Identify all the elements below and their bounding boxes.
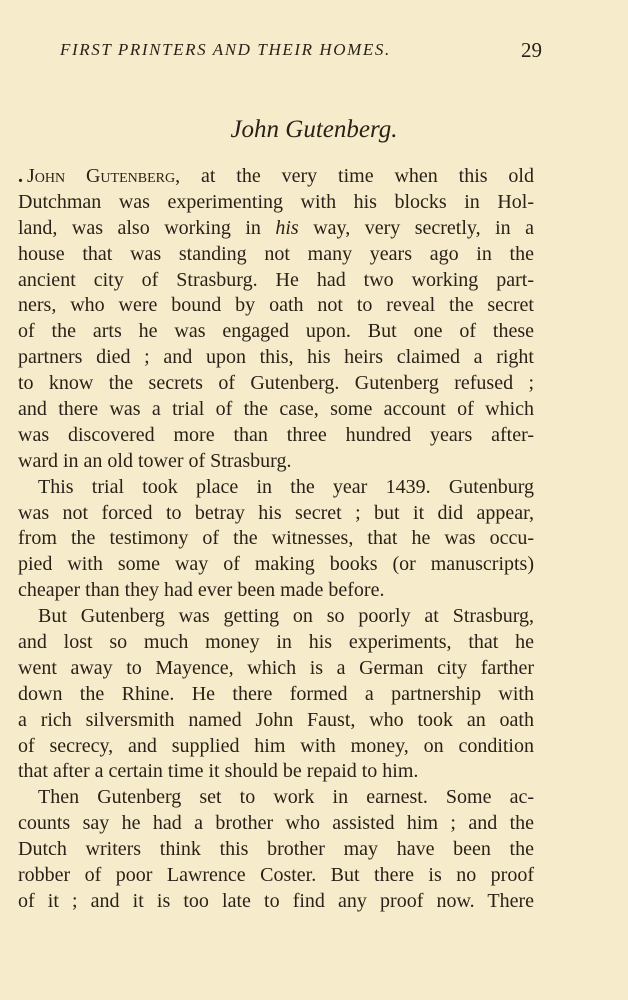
line: But Gutenberg was getting on so poorly at Strasburg, (38, 605, 534, 628)
author-name: John Gutenberg, (27, 165, 181, 187)
line: and there was a trial of the case, some account of which (18, 398, 534, 421)
page-number: 29 (521, 38, 542, 62)
line: to know the secrets of Gutenberg. Gutenberg refused ; (18, 372, 534, 395)
line: that after a certain time it should be repaid to him. (18, 760, 419, 783)
line: house that was standing not many years ago in the (18, 242, 534, 265)
body-text (18, 164, 534, 915)
paragraph-1 (18, 164, 534, 475)
line: ancient city of Strasburg. He had two working part- (18, 268, 534, 291)
line: from the testimony of the witnesses, that he was occu- (18, 527, 534, 550)
paragraph-3 (18, 604, 534, 785)
line (18, 216, 534, 242)
line: down the Rhine. He there formed a partnership with (18, 682, 534, 705)
line: Then Gutenberg set to work in earnest. Some ac- (38, 786, 534, 809)
line: of it ; and it is too late to find any proof now. There (18, 889, 534, 912)
line: robber of poor Lawrence Coster. But there is no proof (18, 864, 534, 887)
line: went away to Mayence, which is a German city farther (18, 656, 534, 679)
line: Dutchman was experimenting with his blocks in Hol- (18, 190, 534, 213)
running-title: FIRST PRINTERS AND THEIR HOMES. (60, 40, 391, 59)
line: was discovered more than three hundred years after- (18, 423, 534, 446)
line (18, 164, 534, 190)
running-head (60, 40, 540, 60)
line: counts say he had a brother who assisted him ; and the (18, 812, 534, 835)
line-text: way, very secretly, in a (298, 216, 534, 239)
line: a rich silversmith named John Faust, who took an oath (18, 708, 534, 731)
line: cheaper than they had ever been made before. (18, 579, 385, 602)
paragraph-4 (18, 785, 534, 914)
line: ward in an old tower of Strasburg. (18, 449, 292, 472)
line: of secrecy, and supplied him with money, on condition (18, 734, 534, 757)
paragraph-2 (18, 475, 534, 604)
line: This trial took place in the year 1439. Gutenburg (38, 475, 534, 498)
line-text: at the very time when this old (180, 165, 534, 187)
section-title: John Gutenberg. (230, 116, 398, 143)
line-text: land, was also working in (18, 216, 276, 239)
line: partners died ; and upon this, his heirs claimed a right (18, 346, 534, 369)
line: was not forced to betray his secret ; but it did appear, (18, 501, 534, 524)
line: pied with some way of making books (or manuscripts) (18, 553, 534, 576)
lead-mark: . (18, 165, 23, 187)
italic-word: his (275, 216, 299, 239)
line: and lost so much money in his experiments, that he (18, 631, 534, 654)
line: of the arts he was engaged upon. But one of these (18, 320, 534, 343)
line: ners, who were bound by oath not to reveal the secret (18, 294, 534, 317)
line: Dutch writers think this brother may have been the (18, 838, 534, 861)
